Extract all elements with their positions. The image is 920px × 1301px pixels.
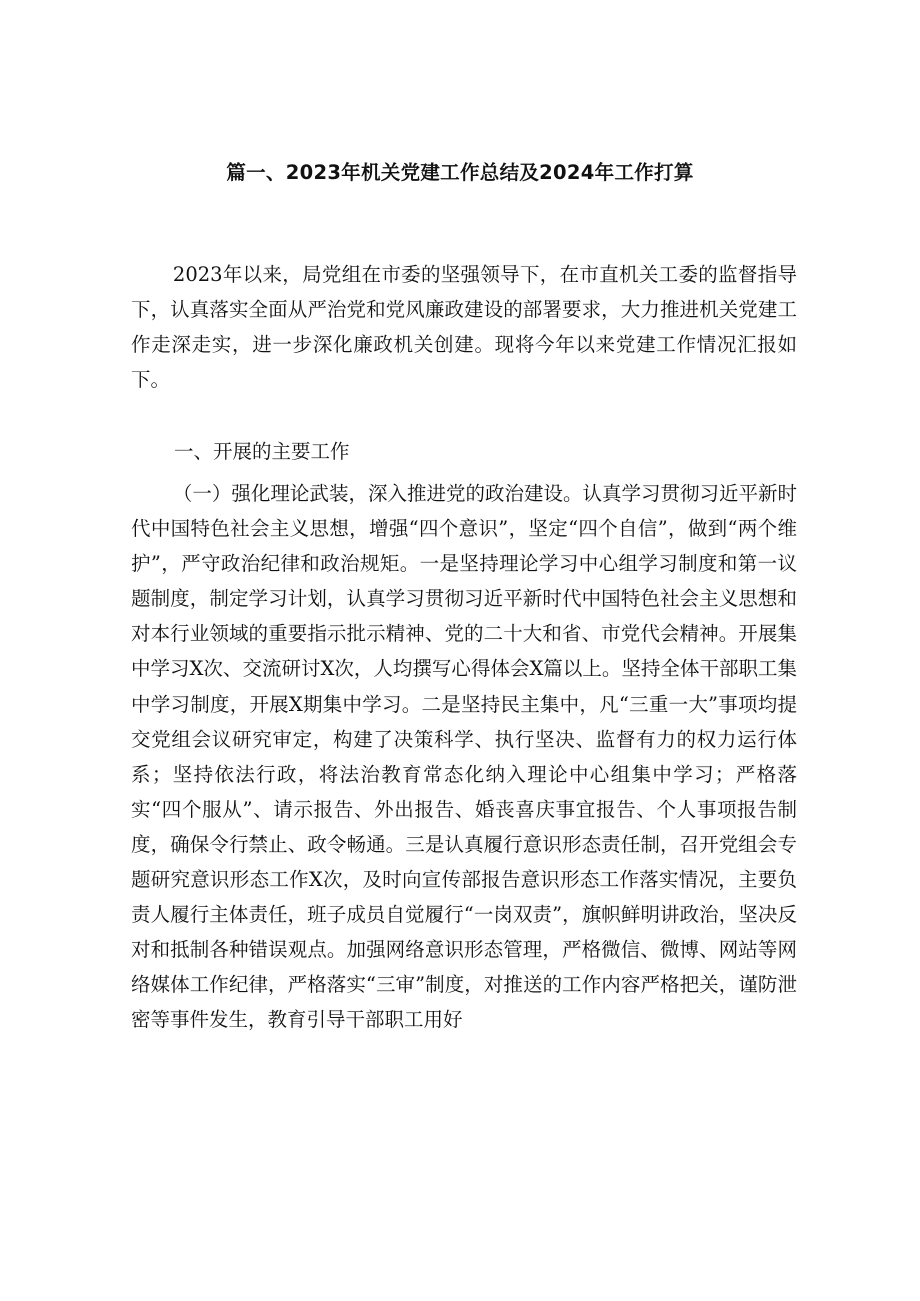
document-title: 篇一、2023年机关党建工作总结及2024年工作打算 [226, 161, 694, 184]
section-heading: 一、开展的主要工作 [174, 440, 350, 463]
intro-paragraph: 2023年以来，局党组在市委的坚强领导下，在市直机关工委的监督指导下，认真落实全面从严治党和党风廉政建设的部署要求，大力推进机关党建工作走深走实，进一步深化廉政机关创建。现将今年以来党建工作情况汇报如下。 [131, 263, 797, 392]
intro-section [131, 257, 797, 397]
section-body [131, 476, 797, 1038]
section-paragraph: （一）强化理论武装，深入推进党的政治建设。认真学习贯彻习近平新时代中国特色社会主义思想，增强“四个意识”，坚定“四个自信”，做到“两个维护”，严守政治纪律和政治规矩。一是坚持理论学习中心组学习制度和第一议题制度，制定学习计划，认真学习贯彻习近平新时代中国特色社会主义思想和对本行业领域的重要指示批示精神、党的二十大和省、市党代会精神。开展集中学习X次、交流研讨X次，人均撰写心得体会X篇以上。坚持全体干部职工集中学习制度，开展X期集中学习。二是坚持民主集中，凡“三重一大”事项均提交党组会议研究审定，构建了决策科学、执行坚决、监督有力的权力运行体系；坚持依法行政，将法治教育常态化纳入理论中心组集中学习；严格落实“四个服从”、请示报告、外出报告、婚丧喜庆事宜报告、个人事项报告制度，确保令行禁止、政令畅通。三是认真履行意识形态责任制，召开党组会专题研究意识形态工作X次，及时向宣传部报告意识形态工作落实情况，主要负责人履行主体责任，班子成员自觉履行“一岗双责”，旗帜鲜明讲政治，坚决反对和抵制各种错误观点。加强网络意识形态管理，严格微信、微博、网站等网络媒体工作纪律，严格落实“三审”制度，对推送的工作内容严格把关，谨防泄密等事件发生，教育引导干部职工用好 [131, 482, 797, 1032]
